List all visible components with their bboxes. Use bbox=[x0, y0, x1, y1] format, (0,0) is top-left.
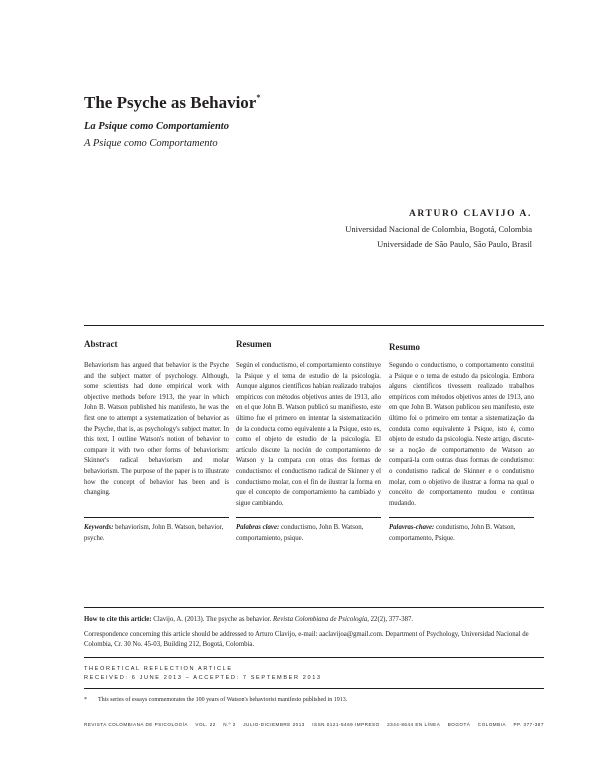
footer-journal: REVISTA COLOMBIANA DE PSICOLOGÍA bbox=[84, 722, 188, 727]
footer-number: N.º 2 bbox=[223, 722, 236, 727]
citation-text: Clavijo, A. (2013). The psyche as behavior. bbox=[153, 616, 272, 623]
resumo-keywords bbox=[389, 523, 534, 544]
palabras-clave-label: Palabras clave: bbox=[236, 524, 280, 531]
header-divider bbox=[84, 325, 544, 326]
footer-period: JULIO-DICIEMBRE 2013 bbox=[243, 722, 305, 727]
citation-details: 22(2), 377-387. bbox=[370, 616, 414, 623]
author-affiliation-2: Universidade de São Paulo, São Paulo, Brasil bbox=[377, 239, 532, 249]
article-dates: RECEIVED: 6 JUNE 2013 – ACCEPTED: 7 SEPTEMBER 2013 bbox=[84, 674, 322, 681]
resumo-column bbox=[389, 342, 534, 509]
abstract-text: Behaviorism has argued that behavior is the Psyche and the subject matter of psychology. Although, some scientists had done empirical work with objective methods before 1913, the year in which John B. Watson published his manifesto, he was the first one to attempt a systematization of behavior as the Psyche, that is, as psychology's subject matter. In this text, I outline Watson's notion of behavior to compare it with two other forms of behaviorism: Skinner's radical behaviorism and molar behaviorism. The purpose of the paper is to illustrate how the concept of behavior has been and is changing. bbox=[84, 362, 229, 497]
author-affiliation-1: Universidad Nacional de Colombia, Bogotá, Colombia bbox=[345, 224, 532, 234]
resumen-column bbox=[236, 339, 381, 509]
correspondence-note: Correspondence concerning this article should be addressed to Arturo Clavijo, e-mail: aaclavijoa@gmail.com. Department of Psychology, Universidad Nacional de Colombia, Cr. 30 No. 45-03, Building 212, Bogotá, Colombia. bbox=[84, 631, 529, 648]
resumen-keywords-divider bbox=[236, 517, 381, 518]
article-type: THEORETICAL REFLECTION ARTICLE bbox=[84, 666, 233, 672]
palabras-clave-value: conductismo, John B. Watson, comportamiento, psique. bbox=[236, 524, 364, 542]
footnote-divider bbox=[84, 688, 544, 689]
resumo-heading: Resumo bbox=[389, 342, 420, 352]
footer-pages: PP. 377-387 bbox=[513, 722, 544, 727]
palavras-chave-value: condutismo, John B. Watson, comportamento, Psique. bbox=[389, 524, 516, 542]
footnote bbox=[84, 697, 347, 703]
abstract-column bbox=[84, 339, 229, 499]
footnote-marker: * bbox=[84, 697, 87, 703]
resumen-keywords bbox=[236, 523, 381, 544]
journal-footer bbox=[84, 722, 544, 727]
how-to-cite bbox=[84, 615, 544, 625]
article-title-text: The Psyche as Behavior bbox=[84, 93, 257, 112]
abstract-keywords-divider bbox=[84, 517, 229, 518]
resumo-text: Segundo o conductismo, o comportamento constitui a Psique e o tema de estudo da psicologia. Embora alguns científicos tivessem realizado trabalhos empíricos com métodos objetivos antes de 1913, ano em que John B. Watson publicou seu manifesto, este último foi o primeiro em tentar a sistematização da conduta como equivalente à Psique, isto é, como objeto de estudo da psicologia. Neste artigo, discute-se a noção de comportamento de Watson ao compará-la com outras duas formas de condutismo: o condutismo radical de Skinner e o condutismo molar, com o objetivo de ilustrar a forma na qual o conceito de comportamento mudou e continua mudando. bbox=[389, 362, 534, 507]
footer-city: BOGOTÁ bbox=[447, 722, 471, 727]
resumen-heading: Resumen bbox=[236, 339, 272, 349]
title-footnote-marker[interactable]: * bbox=[256, 93, 261, 103]
how-to-cite-label: How to cite this article: bbox=[84, 616, 152, 623]
keywords-label: Keywords: bbox=[84, 524, 114, 531]
subtitle-portuguese: A Psique como Comportamento bbox=[84, 138, 218, 149]
footnote-text: This series of essays commemorates the 100 years of Watson's behaviorist manifesto published in 1913. bbox=[98, 697, 348, 703]
footer-issn-print: ISSN 0121-5469 IMPRESO bbox=[312, 722, 380, 727]
palavras-chave-label: Palavras-chave: bbox=[389, 524, 435, 531]
citation-divider bbox=[84, 607, 544, 608]
article-info bbox=[84, 665, 322, 682]
article-title bbox=[84, 93, 260, 113]
article-info-divider bbox=[84, 657, 544, 658]
abstract-keywords bbox=[84, 523, 229, 544]
citation-journal: Revista Colombiana de Psicología, bbox=[273, 616, 369, 623]
abstract-heading: Abstract bbox=[84, 339, 118, 349]
author-name: ARTURO CLAVIJO A. bbox=[408, 209, 532, 219]
footer-volume: VOL. 22 bbox=[195, 722, 216, 727]
footer-issn-online: 2344-8644 EN LÍNEA bbox=[387, 722, 441, 727]
footer-country: COLOMBIA bbox=[477, 722, 507, 727]
resumen-text: Según el conductismo, el comportamiento constituye la Psique y el tema de estudio de la psicología. Aunque algunos científicos habían realizado trabajos empíricos con métodos objetivos antes de 1913, año en el que John B. Watson publicó su manifiesto, este último fue el primero en intentar la sistematización de la conducta como equivalente a la Psique, esto es, como el objeto de estudio de la psicología. El artículo discute la noción de comportamiento de Watson y la compara con otras dos formas de conductismo: el conductismo radical de Skinner y el conductismo molar, con el fin de ilustrar la forma en que el concepto de comportamiento ha cambiado y sigue cambiando. bbox=[236, 362, 381, 507]
resumo-keywords-divider bbox=[389, 517, 534, 518]
subtitle-spanish: La Psique como Comportamiento bbox=[84, 121, 229, 132]
keywords-value: behaviorism, John B. Watson, behavior, psyche. bbox=[84, 524, 224, 542]
